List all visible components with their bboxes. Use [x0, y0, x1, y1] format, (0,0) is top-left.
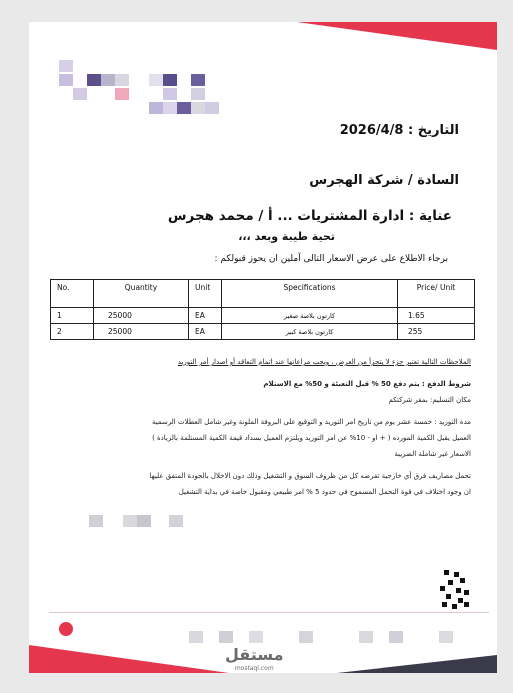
document-page	[29, 22, 497, 673]
terms-notes	[51, 357, 471, 497]
table-row	[51, 324, 475, 340]
tax-note: الاسعار غير شاملة الضريبة	[394, 450, 471, 458]
delivery-place: مكان التسليم: بمقر شركتكم	[388, 396, 471, 404]
row-no: 2	[51, 324, 94, 340]
bottom-left-accent	[29, 645, 229, 673]
blurred-logo	[59, 60, 219, 120]
top-right-accent	[297, 22, 497, 50]
row-price: 1.65	[398, 308, 475, 324]
col-specifications: Specifications	[222, 280, 398, 308]
row-spec: كارتون بلاصة صغير	[222, 308, 398, 324]
payment-terms: شروط الدفع : يتم دفع 50 % قبل التعبئة و 50% مع الاستلام	[263, 380, 471, 388]
greeting: تحية طيبة وبعد ،،،	[238, 230, 335, 243]
site-watermark	[225, 645, 284, 676]
watermark-url: mostaql.com	[234, 665, 274, 672]
qr-code	[440, 570, 470, 610]
price-changes-note: تحمل مصاريف فرق أي خارجية تفرضه كل من ظروف السوق و التشغيل وذلك دون الاخلال بالجودة المتفق عليها	[149, 472, 471, 480]
request-line: برجاء الاطلاع على عرض الاسعار التالى آملين ان يحوز قبولكم :	[214, 254, 448, 264]
watermark-brand: مستقل	[225, 645, 284, 664]
delivery-period: مدة التوريد : خمسة عشر يوم من تاريخ امر التوريد و التوقيع على البروفة الملونة وغير شامل العطلات الرسمية	[152, 418, 471, 426]
row-no: 1	[51, 308, 94, 324]
row-unit: EA	[189, 324, 222, 340]
attention-line: عناية : ادارة المشتريات ... أ / محمد هجرس	[167, 208, 452, 224]
addressee: السادة / شركة الهجرس	[309, 173, 459, 188]
price-table	[50, 279, 475, 340]
footer-divider	[49, 612, 489, 613]
document-date: التاريخ : 2026/4/8	[339, 123, 459, 138]
col-price: Price/ Unit	[398, 280, 475, 308]
quantity-tolerance: العميل يقبل الكمية المورده ( + او - 10% عن امر التوريد ويلتزم العميل بسداد قيمة الكمية المستلمة بالزيادة )	[152, 434, 471, 442]
strength-tolerance-note: ان وجود اختلاف في قوة التحمل المسموح في حدود 5 % امر طبيعي ومقبول خاصة في بداية التشغيل	[178, 488, 471, 496]
col-no: No.	[51, 280, 94, 308]
row-spec: كارتون بلاصة كبير	[222, 324, 398, 340]
col-unit: Unit	[189, 280, 222, 308]
row-quantity: 25000	[94, 324, 189, 340]
row-quantity: 25000	[94, 308, 189, 324]
table-row	[51, 308, 475, 324]
row-unit: EA	[189, 308, 222, 324]
table-header-row	[51, 280, 475, 308]
col-quantity: Quantity	[94, 280, 189, 308]
bottom-right-accent	[337, 655, 497, 673]
notes-heading: الملاحظات التالية تعتبر جزء لا يتجزأ من العرض ، ويجب مراعاتها عند اتمام التعاقد أو اصدار أمر التوريد	[177, 358, 471, 366]
blurred-contact-info	[59, 625, 479, 637]
row-price: 255	[398, 324, 475, 340]
